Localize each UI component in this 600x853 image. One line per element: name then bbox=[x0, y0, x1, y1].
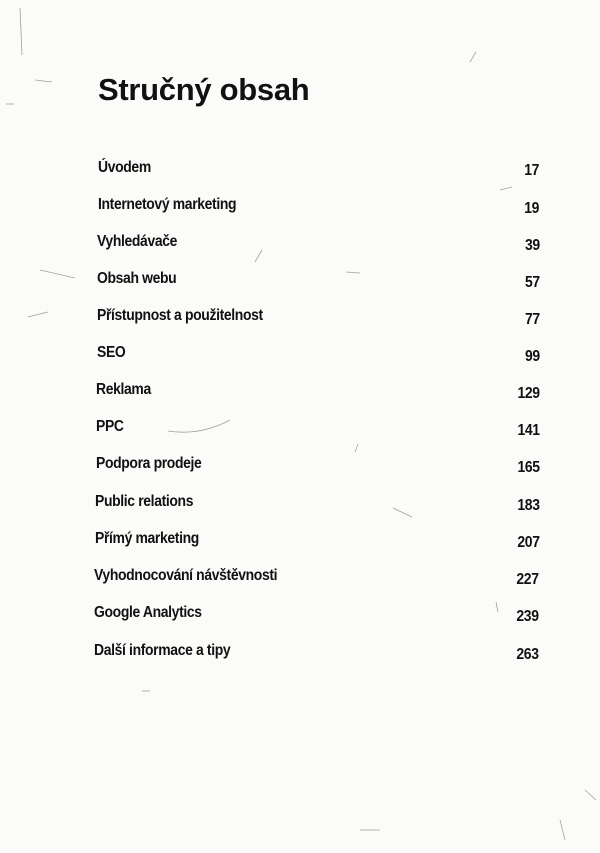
toc-entry-page: 57 bbox=[524, 274, 540, 291]
toc-entry-page: 165 bbox=[517, 459, 540, 476]
toc-entry bbox=[97, 270, 540, 294]
toc-entry-page: 129 bbox=[517, 385, 540, 402]
toc-entry bbox=[97, 233, 540, 257]
toc-entry-title: SEO bbox=[97, 344, 126, 361]
toc-entry bbox=[97, 344, 540, 368]
toc-entry-page: 99 bbox=[524, 348, 540, 365]
toc-entry-title: Reklama bbox=[96, 381, 151, 398]
toc-entry-page: 141 bbox=[517, 422, 540, 439]
toc-entry-page: 19 bbox=[524, 200, 539, 217]
toc-entry-title: Další informace a tipy bbox=[94, 642, 231, 659]
toc-entry bbox=[96, 418, 540, 442]
toc-entry bbox=[96, 381, 540, 405]
toc-entry bbox=[94, 604, 539, 628]
toc-entry-title: Přístupnost a použitelnost bbox=[97, 307, 263, 324]
toc-entry-title: PPC bbox=[96, 418, 124, 435]
toc-entry-page: 39 bbox=[524, 237, 540, 254]
toc-entry bbox=[97, 307, 540, 331]
toc-entry bbox=[94, 642, 539, 666]
toc-entry-title: Úvodem bbox=[98, 159, 151, 176]
toc-entry-page: 77 bbox=[524, 311, 540, 328]
toc-entry bbox=[94, 567, 539, 591]
toc-entry-title: Podpora prodeje bbox=[96, 455, 202, 472]
toc-entry bbox=[95, 493, 540, 517]
toc-entry-title: Public relations bbox=[95, 493, 194, 510]
toc-entry-page: 239 bbox=[516, 608, 539, 625]
toc-entry-page: 17 bbox=[524, 162, 539, 179]
toc-entry-title: Vyhledávače bbox=[97, 233, 178, 250]
toc-entry-title: Internetový marketing bbox=[98, 196, 237, 213]
toc-entry bbox=[96, 455, 540, 479]
toc-entry-page: 183 bbox=[517, 497, 540, 514]
page-title: Stručný obsah bbox=[98, 72, 310, 107]
toc-entry-page: 207 bbox=[517, 534, 540, 551]
toc-entry bbox=[98, 159, 539, 183]
toc-entry-page: 263 bbox=[516, 646, 539, 663]
toc-entry-page: 227 bbox=[516, 571, 539, 588]
toc-entry-title: Google Analytics bbox=[94, 604, 202, 621]
toc-entry-title: Obsah webu bbox=[97, 270, 177, 287]
toc-entry bbox=[98, 196, 539, 220]
toc-entry-title: Vyhodnocování návštěvnosti bbox=[94, 567, 278, 584]
toc-entry-title: Přímý marketing bbox=[95, 530, 199, 547]
toc-entry bbox=[95, 530, 540, 554]
